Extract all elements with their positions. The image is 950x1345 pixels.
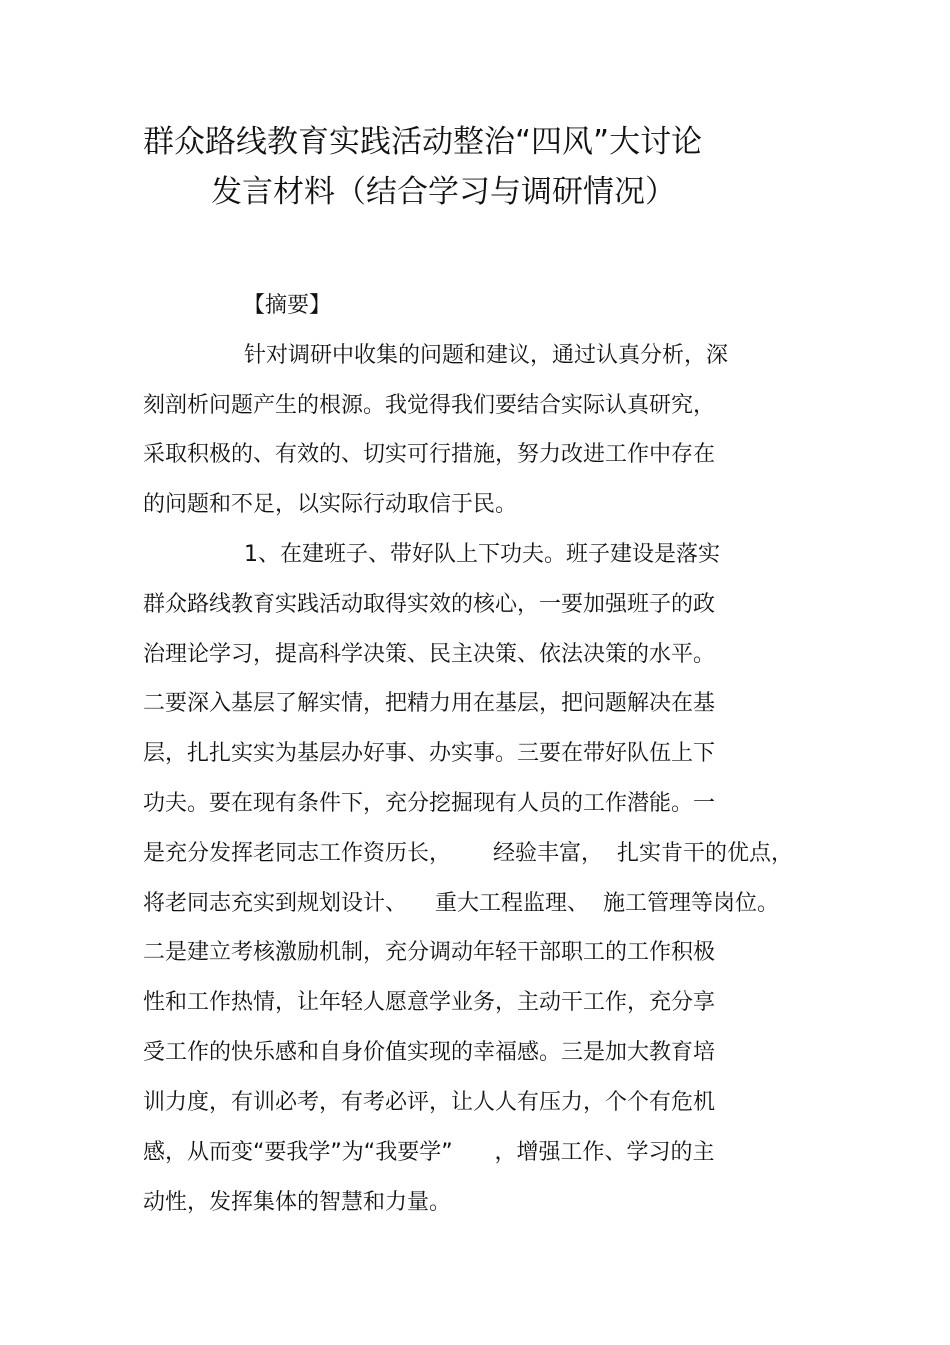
body-line: 针对调研中收集的问题和建议，通过认真分析，深 <box>244 343 729 368</box>
body-line: 功夫。要在现有条件下，充分挖掘现有人员的工作潜能。一 <box>143 791 716 816</box>
body-line: 群众路线教育实践活动取得实效的核心，一要加强班子的政 <box>143 592 716 617</box>
body-line: 将老同志充实到规划设计、 重大工程监理、 施工管理等岗位。 <box>143 891 779 916</box>
abstract-heading: 【摘要】 <box>243 293 332 318</box>
document-title-line-2: 发言材料（结合学习与调研情况） <box>211 174 676 210</box>
body-line: 二是建立考核激励机制，充分调动年轻干部职工的工作积极 <box>143 940 716 965</box>
body-line: 1、在建班子、带好队上下功夫。班子建设是落实 <box>244 542 720 567</box>
body-line: 性和工作热情，让年轻人愿意学业务，主动干工作，充分享 <box>143 990 716 1015</box>
body-line: 层，扎扎实实为基层办好事、办实事。三要在带好队伍上下 <box>143 741 716 766</box>
body-line: 训力度，有训必考，有考必评，让人人有压力，个个有危机 <box>143 1090 716 1115</box>
body-line: 受工作的快乐感和自身价值实现的幸福感。三是加大教育培 <box>143 1040 716 1065</box>
body-line: 刻剖析问题产生的根源。我觉得我们要结合实际认真研究， <box>143 393 716 418</box>
body-line: 采取积极的、有效的、切实可行措施，努力改进工作中存在 <box>143 442 716 467</box>
body-line: 的问题和不足，以实际行动取信于民。 <box>143 492 518 517</box>
body-line: 动性，发挥集体的智慧和力量。 <box>143 1190 452 1215</box>
document-title-line-1: 群众路线教育实践活动整治“四风”大讨论 <box>143 124 703 160</box>
body-line: 二要深入基层了解实情，把精力用在基层，把问题解决在基 <box>143 691 716 716</box>
body-line: 是充分发挥老同志工作资历长， 经验丰富， 扎实肯干的优点， <box>143 841 793 866</box>
body-line: 感，从而变“要我学”为“我要学” ，增强工作、学习的主 <box>143 1140 715 1165</box>
body-line: 治理论学习，提高科学决策、民主决策、依法决策的水平。 <box>143 642 716 667</box>
